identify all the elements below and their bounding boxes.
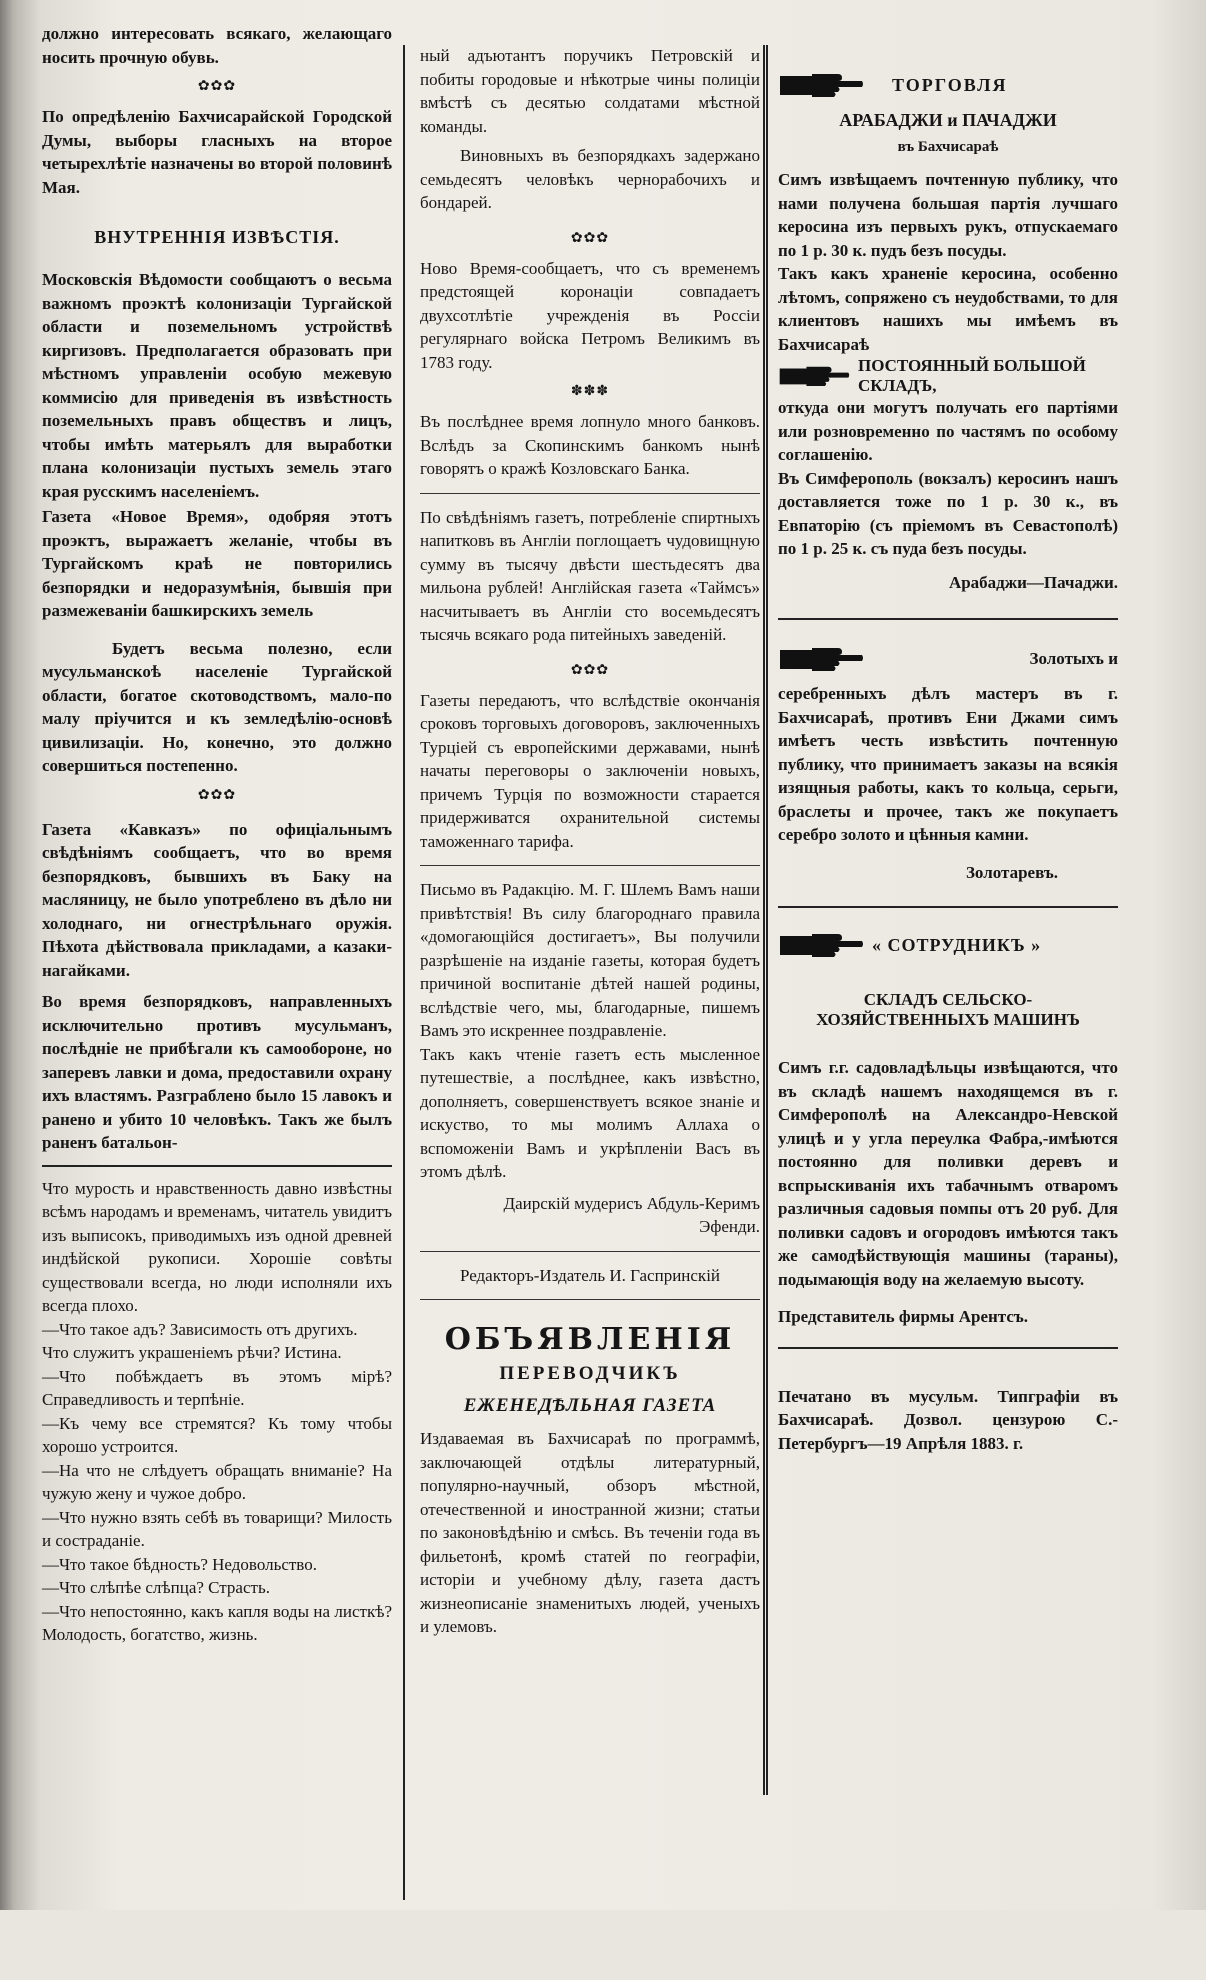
separator-stars: ✿✿✿ — [570, 230, 610, 246]
qa-item: —Что такое бѣдность? Недовольство. — [42, 1554, 317, 1574]
ad-text: Такъ какъ храненіе керосина, особенно лѣтомъ, сопряжено съ неудобствами, то для клиентовъ нашихъ мы имѣемъ въ Бахчисараѣ — [778, 264, 1118, 354]
article-text: Газеты передаютъ, что вслѣдствіе окончанія сроковъ торговыхъ договоровъ, заключенныхъ Турціей съ европейскими державами, нынѣ начаты переговоры о заключеніи новыхъ, причемъ Турція по возможности старается придерживатся охранительной системы таможеннаго тарифа. — [420, 690, 760, 851]
ad-lead: Золотыхъ и — [1029, 649, 1118, 668]
article-text: Во время безпорядковъ, направленныхъ исключительно противъ мусульманъ, послѣдніе не прибѣгали къ самообороне, но заперевъ лавки и дома, предоставили охрану ихъ властямъ. Разграблено было 15 лавокъ и ранено и убито 10 человѣкъ. Такъ же былъ раненъ батальон- — [42, 992, 392, 1152]
separator-stars: ✿✿✿ — [197, 787, 237, 803]
column-right — [778, 70, 1118, 1980]
qa-item: —Къ чему все стремятся? Къ тому чтобы хорошо устроится. — [42, 1413, 392, 1456]
letter-signature: Даирскій мудерисъ Абдуль-Керимъ Эфенди. — [503, 1193, 760, 1236]
article-text: Ново Время-сообщаетъ, что съ временемъ предстоящей коронаціи совпадаетъ двухсотлѣтіе учрежденія въ Россіи регулярнаго войска Петромъ Великимъ въ 1783 году. — [420, 258, 760, 372]
qa-item: Что служитъ украшеніемъ рѣчи? Истина. — [42, 1343, 342, 1362]
article-text: По опредѣленію Бахчисарайской Городской Думы, выборы гласныхъ на второе четырехлѣтіе назначены во второй половинѣ Мая. — [42, 107, 392, 197]
horizontal-rule — [420, 1299, 760, 1300]
pointing-hand-icon — [778, 644, 864, 674]
horizontal-rule — [778, 906, 1118, 908]
column-left — [42, 22, 392, 1932]
article-text: Будетъ весьма полезно, если мусульманскоѣ населеніе Тургайской области, богатое скотоводствомъ, мало-по малу пріучится и къ земледѣлію-основѣ цивилизаціи. Но, конечно, это должно совершиться постепенно. — [42, 638, 392, 775]
ad-text: Симъ извѣщаемъ почтенную публику, что нами получена большая партія лучшаго керосина изъ первыхъ рукъ, отпускаемаго по 1 р. 30 к. пудъ безъ посуды. — [778, 170, 1118, 260]
qa-item: —Что непостоянно, какъ капля воды на листкѣ? Молодость, богатство, жизнь. — [42, 1601, 392, 1644]
separator-stars: ✿✿✿ — [570, 662, 610, 678]
horizontal-rule — [778, 1347, 1118, 1349]
editor-line: Редакторъ-Издатель И. Гаспринскій — [459, 1265, 721, 1285]
ad-text: Въ Симферополь (вокзалъ) керосинъ нашъ доставляется тоже по 1 р. 30 к., въ Евпаторію (съ пріемомъ въ Севастополѣ) по 1 р. 25 к. съ пуда безъ посуды. — [778, 468, 1118, 558]
column-rule — [763, 45, 765, 1795]
ad-title: ТОРГОВЛЯ — [892, 74, 1008, 95]
horizontal-rule — [420, 865, 760, 866]
article-text: Въ послѣднее время лопнуло много банковъ. Вслѣдъ за Скопинскимъ банкомъ нынѣ говорятъ о кражѣ Козловскаго Банка. — [420, 412, 760, 478]
ad-bold-line: ПОСТОЯННЫЙ БОЛЬШОЙ СКЛАДЪ, — [858, 356, 1086, 395]
article-text: По свѣдѣніямъ газетъ, потребленіе спиртныхъ напитковъ въ Англіи поглощаетъ чудовищную сумму въ тысячу двѣсти шестьдесятъ два мильона рублей! Англійская газета «Таймсъ» насчитываетъ въ Англіи сто восемьдесятъ тысячь всякаго рода питейныхъ заведеній. — [420, 507, 760, 644]
pointing-hand-icon — [778, 361, 850, 391]
qa-item: —Что слѣпѣе слѣпца? Страсть. — [42, 1578, 270, 1597]
article-text: должно интересовать всякаго, желающаго носить прочную обувь. — [42, 24, 392, 67]
qa-list — [42, 1318, 392, 1647]
horizontal-rule — [420, 1251, 760, 1252]
article-text: Издаваемая въ Бахчисараѣ по программѣ, заключающей отдѣлы литературный, популярно-научный, обзоръ мѣстной, отечественной и иностранной жизни; статьи по законовѣдѣнію и смѣсь. Въ теченіи года въ фильетонѣ, кромѣ статей по географіи, исторіи и учебному дѣлу, газета дастъ жизнеописаніе знаменитыхъ людей, ученыхъ и улемовъ. — [420, 1429, 760, 1636]
horizontal-rule — [42, 1165, 392, 1167]
qa-item: —Что такое адъ? Зависимость отъ другихъ. — [42, 1319, 358, 1339]
ad-signature: Золотаревъ. — [965, 862, 1058, 882]
paper-subtitle: ЕЖЕНЕДѢЛЬНАЯ ГАЗЕТА — [463, 1395, 717, 1416]
separator-stars: ✿✿✿ — [197, 79, 237, 94]
horizontal-rule — [778, 618, 1118, 620]
column-middle — [420, 44, 760, 1954]
ad-jeweler — [778, 644, 1118, 884]
ad-trade — [778, 70, 1118, 594]
ad-text: Симъ г.г. садовладѣльцы извѣщаются, что въ складѣ нашемъ находящемся въ г. Симферополѣ на Александро-Невской улицѣ и у угла переулка Фабра,-имѣются постоянно для поливки деревъ и вспрыскиванія ихъ табачнымъ отваромъ различныя садовыя помпы отъ 20 руб. Для поливки садовъ и огородовъ имѣются такъ же самодѣйствующія машины (тараны), подымающія воду на желаемую высоту. — [778, 1058, 1118, 1289]
article-text: Что мурость и нравственность давно извѣстны всѣмъ народамъ и временамъ, читатель увидитъ изъ выписокъ, приводимыхъ изъ одной древней индѣйской рукописи. Хорошіе совѣты существовали всегда, но люди исполняли ихъ всегда плохо. — [42, 1178, 392, 1315]
imprint: Печатано въ мусульм. Типграфіи въ Бахчисараѣ. Дозвол. цензурою С.-Петербургъ—19 Апрѣля 1883. г. — [778, 1386, 1118, 1453]
article-text: Газета «Новое Время», одобряя этотъ проэктъ, выражаетъ желаніе, чтобы въ Тургайскомъ краѣ не повторились безпорядки и недоразумѣнія, бывшія при размежеваніи башкирскихъ земель — [42, 507, 392, 620]
ad-signature: Арабаджи—Пачаджи. — [948, 572, 1118, 592]
article-text: Московскія Вѣдомости сообщаютъ о весьма важномъ проэктѣ колонизаціи Тургайской области и поземельномъ устройствѣ киргизовъ. Предполагается образовать при мѣстномъ управленіи особую межевую коммисію для приведенія въ извѣстность поземельныхъ правъ обществъ и лицъ, чтобы имѣть матерьялъ для выработки плана колонизаціи пустыхъ земель этаго края русскимъ населеніемъ. — [42, 270, 392, 501]
qa-item: —Что нужно взять себѣ въ товарищи? Милость и состраданіе. — [42, 1507, 392, 1550]
paper-name: ПЕРЕВОДЧИКЪ — [499, 1363, 681, 1384]
article-text: Виновныхъ въ безпорядкахъ задержано семьдесятъ человѣкъ чернорабочихъ и бондарей. — [420, 146, 760, 212]
ad-place: въ Бахчисараѣ — [897, 139, 999, 155]
column-rule — [766, 45, 768, 1795]
ad-signature: Представитель фирмы Арентсъ. — [778, 1307, 1029, 1326]
article-text: Газета «Кавказъ» по офиціальнымъ свѣдѣніямъ сообщаетъ, что во время безпорядковъ, бывшихъ въ Баку на масляницу, не было употреблено въ дѣло ни холоднаго, ни огнестрѣльнаго оружія. Пѣхота дѣйствовала прикладами, а казаки-нагайками. — [42, 819, 392, 980]
qa-item: —Что побѣждаетъ въ этомъ мірѣ? Справедливость и терпѣніе. — [42, 1366, 392, 1409]
column-rule — [403, 45, 405, 1900]
ad-names: АРАБАДЖИ и ПАЧАДЖИ — [839, 110, 1057, 130]
separator-stars: ✽✽✽ — [570, 384, 610, 399]
letter-text: Такъ какъ чтеніе газетъ есть мысленное путешествіе, а послѣднее, какъ извѣстно, дополняетъ, совершенствуетъ всякое знаніе и искуство, то мы молимъ Аллаха о вспоможеніи Вамъ и укрѣпленіи Васъ въ этомъ дѣлѣ. — [420, 1044, 760, 1181]
article-text: ный адъютантъ поручикъ Петровскій и побиты городовые и нѣкотрые чины полиціи вмѣстѣ съ десятью солдатами мѣстной команды. — [420, 46, 760, 136]
ads-title: ОБЪЯВЛЕНІЯ — [444, 1322, 736, 1357]
ad-machines — [778, 930, 1118, 1329]
pointing-hand-icon — [778, 70, 864, 100]
ad-title: « СОТРУДНИКЪ » — [872, 934, 1042, 955]
pointing-hand-icon — [778, 930, 864, 960]
letter-text: Письмо въ Радакцію. М. Г. Шлемъ Вамъ наши привѣтствія! Въ силу благороднаго правила «домогающійся достигаетъ», Вы получили разрѣшеніе на изданіе газеты, которая будетъ причиной воспитаніе дѣтей нашей родины, вслѣдствіе чего, мы, благодарные, пишемъ Вамъ это искреннее поздравленіе. — [420, 880, 760, 1040]
ad-text: откуда они могутъ получать его партіями или розновременно по частямъ по особому соглашенію. — [778, 398, 1118, 464]
ad-text: серебренныхъ дѣлъ мастеръ въ г. Бахчисараѣ, противъ Ени Джами симъ имѣетъ честь извѣстить почтенную публику, что принимаетъ заказы на всякія изящныя работы, какъ то кольца, серьги, браслеты и прочее, такъ же покупаетъ серебро золото и цѣнныя камни. — [778, 684, 1118, 844]
ad-heading: СКЛАДЪ СЕЛЬСКО-ХОЗЯЙСТВЕННЫХЪ МАШИНЪ — [816, 990, 1080, 1029]
qa-item: —На что не слѣдуетъ обращать вниманіе? На чужую жену и чужое добро. — [42, 1460, 392, 1503]
horizontal-rule — [420, 493, 760, 494]
section-heading: ВНУТРЕННІЯ ИЗВѢСТІЯ. — [94, 227, 340, 247]
